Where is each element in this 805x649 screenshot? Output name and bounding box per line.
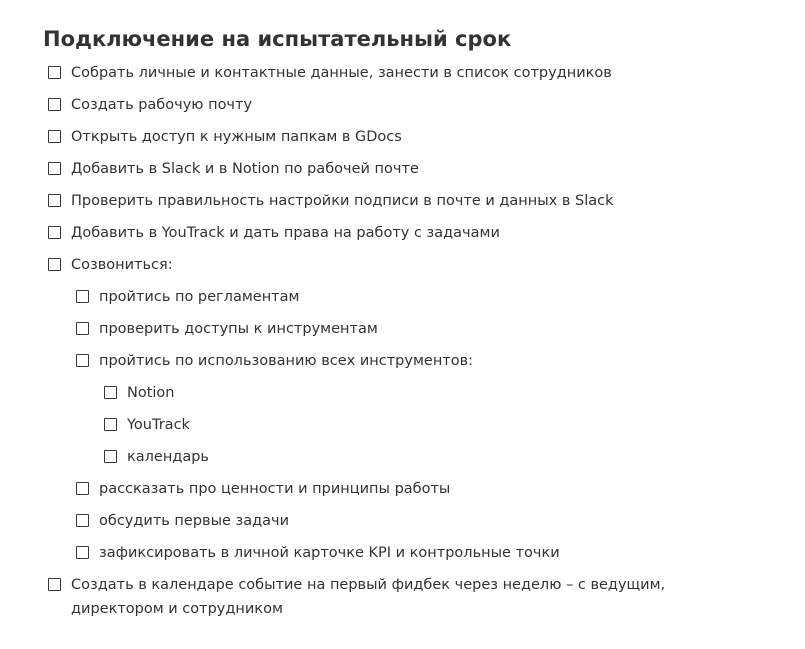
checklist-subsubitem xyxy=(0,445,805,477)
checklist-item-label: Создать рабочую почту xyxy=(71,97,253,113)
checkbox[interactable] xyxy=(76,322,89,335)
checklist-item-label: Добавить в Slack и в Notion по рабочей почте xyxy=(71,161,419,177)
checkbox[interactable] xyxy=(76,290,89,303)
checklist-item xyxy=(0,157,805,189)
checklist-item-label: календарь xyxy=(127,449,209,465)
checklist-subsubitem xyxy=(0,381,805,413)
checklist-item xyxy=(0,573,805,629)
checklist-item xyxy=(0,125,805,157)
checkbox[interactable] xyxy=(48,258,61,271)
checkbox[interactable] xyxy=(104,386,117,399)
checklist-subitem xyxy=(0,509,805,541)
checklist-item-label: пройтись по регламентам xyxy=(99,289,300,305)
checkbox[interactable] xyxy=(48,130,61,143)
checklist-item-label: YouTrack xyxy=(127,417,190,433)
checklist-item-label: Notion xyxy=(127,385,175,401)
checklist-subitem xyxy=(0,317,805,349)
checkbox[interactable] xyxy=(104,450,117,463)
page-title: Подключение на испытательный срок xyxy=(43,27,512,51)
checkbox[interactable] xyxy=(76,482,89,495)
checklist-item-label: рассказать про ценности и принципы работы xyxy=(99,481,451,497)
checklist-subitem xyxy=(0,477,805,509)
checklist-item xyxy=(0,221,805,253)
checklist-item xyxy=(0,189,805,221)
checklist-subsubitem xyxy=(0,413,805,445)
checklist-item-label: проверить доступы к инструментам xyxy=(99,321,378,337)
checklist-item-label: Созвониться: xyxy=(71,257,173,273)
checkbox[interactable] xyxy=(76,354,89,367)
checklist-item-label: Открыть доступ к нужным папкам в GDocs xyxy=(71,129,402,145)
checkbox[interactable] xyxy=(48,226,61,239)
checklist-item-label: пройтись по использованию всех инструментов: xyxy=(99,353,474,369)
checkbox[interactable] xyxy=(48,578,61,591)
checkbox[interactable] xyxy=(48,194,61,207)
onboarding-checklist xyxy=(0,61,805,629)
checkbox[interactable] xyxy=(76,546,89,559)
checkbox[interactable] xyxy=(48,98,61,111)
checklist-subitem xyxy=(0,285,805,317)
checklist-item-label: Собрать личные и контактные данные, занести в список сотрудников xyxy=(71,65,612,81)
checklist-item-label: зафиксировать в личной карточке KPI и контрольные точки xyxy=(99,545,560,561)
checklist-item-label: Проверить правильность настройки подписи в почте и данных в Slack xyxy=(71,193,614,209)
checklist-item-label: Добавить в YouTrack и дать права на работу с задачами xyxy=(71,225,500,241)
checkbox[interactable] xyxy=(48,162,61,175)
checklist-item xyxy=(0,253,805,285)
checklist-item xyxy=(0,93,805,125)
checkbox[interactable] xyxy=(48,66,61,79)
checklist-item-label: обсудить первые задачи xyxy=(99,513,290,529)
checklist-item-label: Создать в календаре событие на первый фидбек через неделю – с ведущим, директором и сотрудником xyxy=(71,577,666,617)
checklist-subitem xyxy=(0,541,805,573)
checklist-subitem xyxy=(0,349,805,381)
checkbox[interactable] xyxy=(76,514,89,527)
checkbox[interactable] xyxy=(104,418,117,431)
checklist-item xyxy=(0,61,805,93)
